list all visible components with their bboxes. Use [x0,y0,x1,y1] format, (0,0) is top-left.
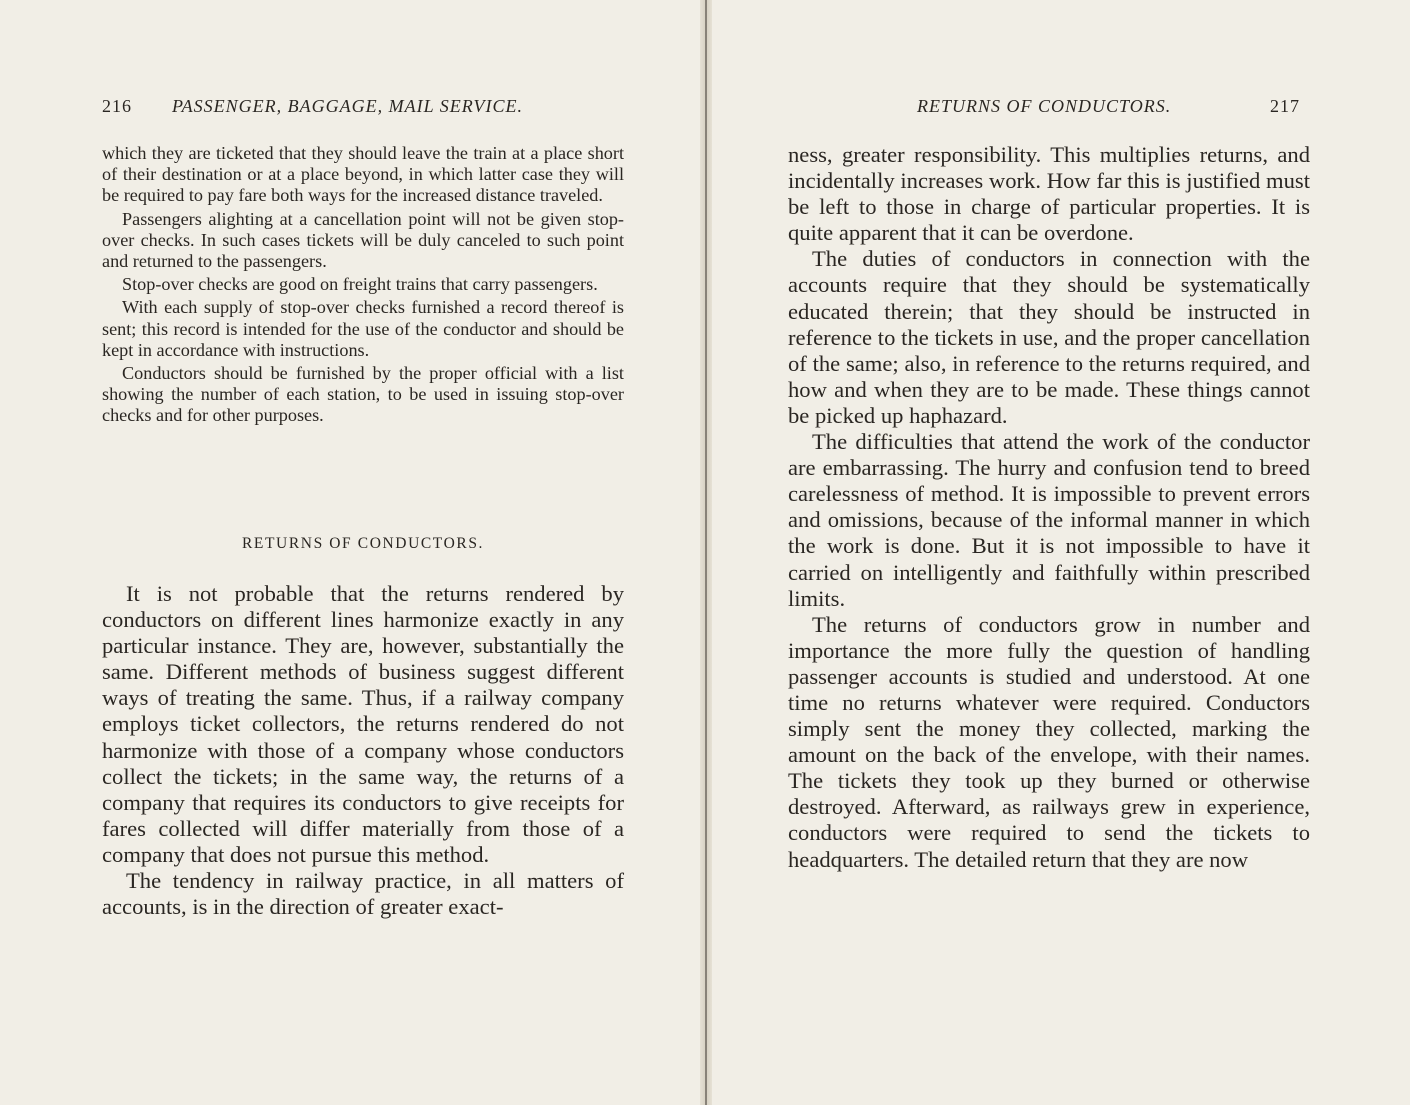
right-text-block [788,142,1310,873]
left-paragraph-1: which they are ticketed that they should leave the train at a place short of their destination or at a place beyond, in which latter case they will be required to pay fare both ways for the increased distance traveled. [102,143,624,206]
left-paragraph-4: With each supply of stop-over checks furnished a record thereof is sent; this record is intended for the use of the conductor and should be kept in accordance with instructions. [102,297,624,360]
right-page-number: 217 [1270,96,1300,116]
left-large-text-block [102,581,624,920]
left-large-paragraph-1: It is not probable that the returns rendered by conductors on different lines harmonize exactly in any particular instance. They are, however, substantially the same. Different methods of business suggest different ways of treating the same. Thus, if a railway company employs ticket collectors, the returns rendered do not harmonize with those of a company whose conductors collect the tickets; in the same way, the returns of a company that requires its conductors to give receipts for fares collected will differ materially from those of a company that does not pursue this method. [102,581,624,867]
right-paragraph-1: ness, greater responsibility. This multiplies returns, and incidentally increases work. How far this is justified must be left to those in charge of particular properties. It is quite apparent that it can be overdone. [788,142,1310,246]
right-paragraph-2: The duties of conductors in connection with the accounts require that they should be systematically educated therein; that they should be instructed in reference to the tickets in use, and the proper cancellation of the same; also, in reference to the returns required, and how and when they are to be made. These things cannot be picked up haphazard. [788,246,1310,428]
left-page-number: 216 [102,96,132,116]
left-paragraph-2: Passengers alighting at a cancellation point will not be given stop-over checks. In such cases tickets will be duly canceled to such point and returned to the passengers. [102,208,624,272]
left-paragraph-5: Conductors should be furnished by the proper official with a list showing the number of each station, to be used in issuing stop-over checks and for other purposes. [102,363,624,426]
section-heading: RETURNS OF CONDUCTORS. [241,535,485,552]
left-small-text-block [102,143,624,427]
left-running-head: PASSENGER, BAGGAGE, MAIL SERVICE. [172,96,523,116]
left-large-paragraph-2: The tendency in railway practice, in all matters of accounts, is in the direction of greater exact- [102,868,624,920]
right-paragraph-4: The returns of conductors grow in number and importance the more fully the question of handling passenger accounts is studied and understood. At one time no returns whatever were required. Conductors simply sent the money they collected, marking the amount on the back of the envelope, with their names. The tickets they took up they burned or otherwise destroyed. Afterward, as railways grew in experience, conductors were required to send the tickets to headquarters. The detailed return that they are now [788,611,1310,872]
left-paragraph-3: Stop-over checks are good on freight trains that carry passengers. [122,274,598,295]
right-paragraph-3: The difficulties that attend the work of the conductor are embarrassing. The hurry and confusion tend to breed carelessness of method. It is impossible to prevent errors and omissions, because of the informal manner in which the work is done. But it is not impossible to have it carried on intelligently and faithfully within prescribed limits. [788,429,1310,611]
gutter-fold-line [705,0,707,1105]
right-running-head: RETURNS OF CONDUCTORS. [917,96,1172,116]
right-page [705,0,1410,1105]
